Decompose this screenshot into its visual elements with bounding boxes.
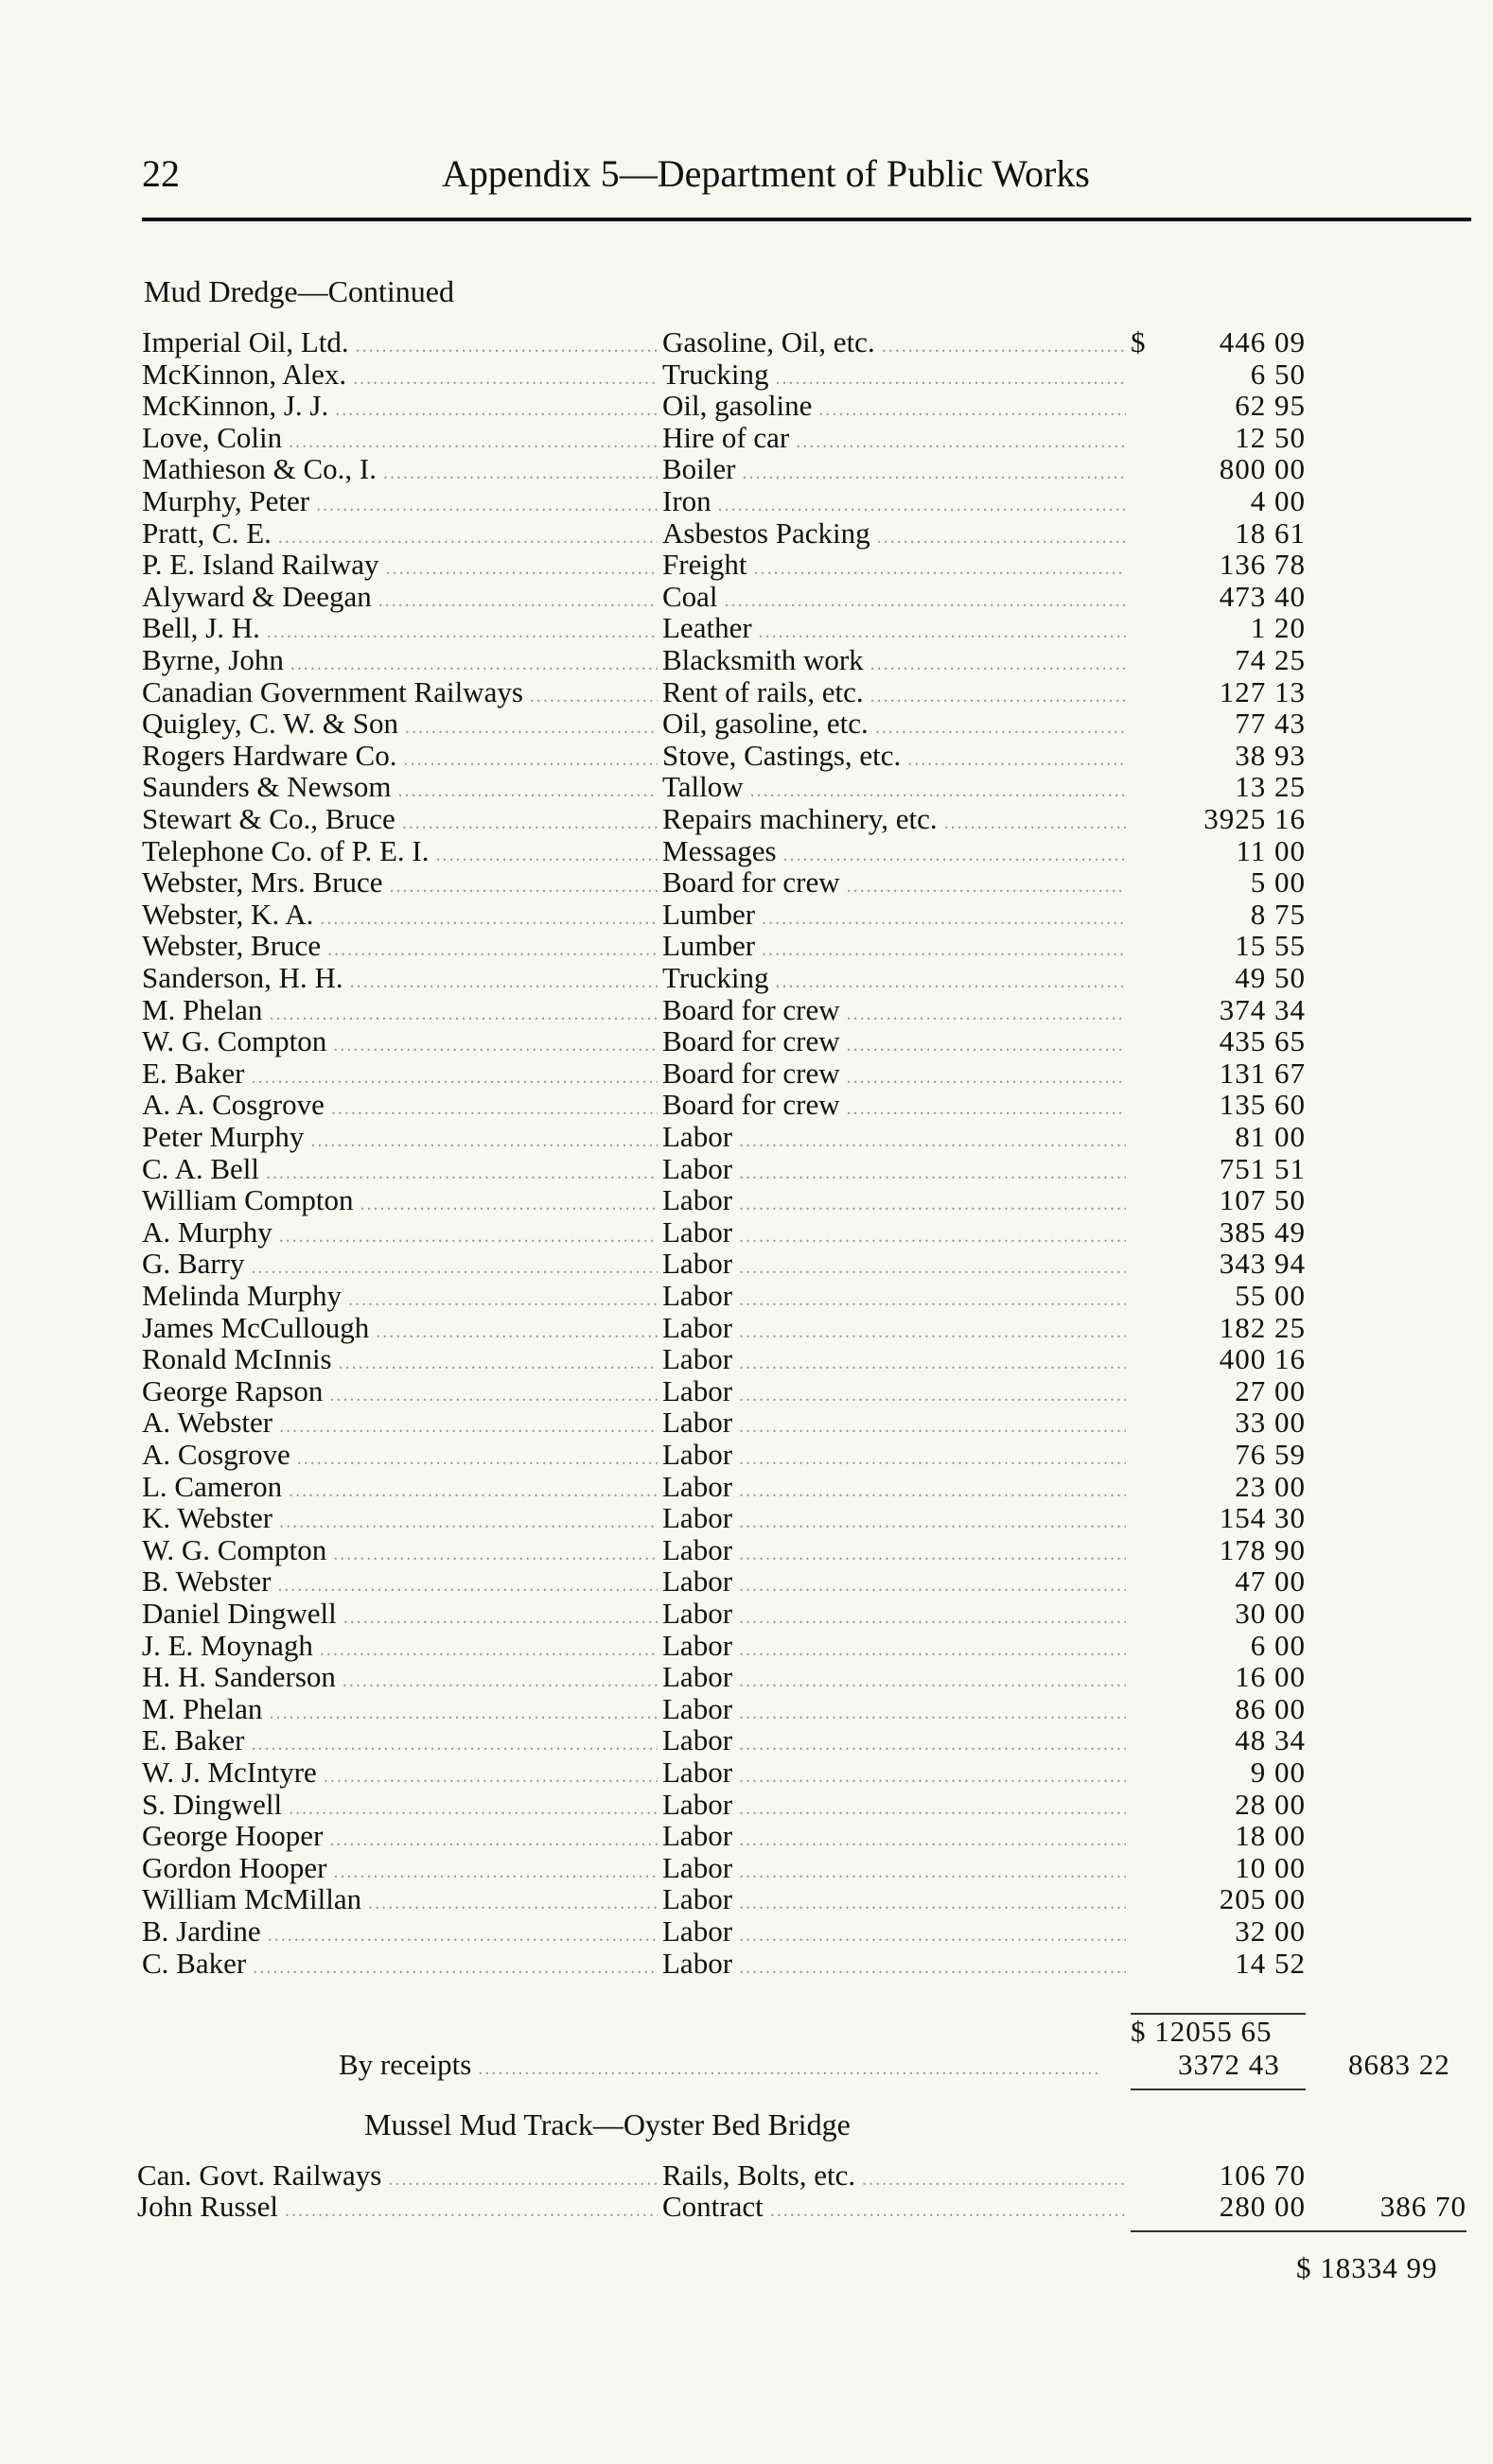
payment-description: Repairs machinery, etc. ..... [662, 803, 1126, 839]
payment-amount: 86 00 [1235, 1691, 1306, 1725]
table-row [0, 326, 1493, 358]
payment-description: Hire of car ..... [662, 422, 1126, 458]
header-rule [142, 218, 1471, 221]
table-row [0, 1948, 1493, 1980]
payment-amount: 28 00 [1235, 1787, 1306, 1821]
table-row [0, 581, 1493, 613]
payee-name: K. Webster ..... [142, 1502, 658, 1538]
payee-name: S. Dingwell ..... [142, 1789, 658, 1825]
payee-name: McKinnon, Alex. ..... [142, 358, 658, 394]
payee-name: P. E. Island Railway ..... [142, 549, 658, 585]
payee-name: James McCullough ..... [142, 1312, 658, 1348]
payee-name: Sanderson, H. H. ..... [142, 962, 658, 998]
payee-name: M. Phelan ..... [142, 1693, 658, 1729]
payment-description: Labor ..... [662, 1724, 1126, 1760]
payee-name: B. Webster ..... [142, 1565, 658, 1601]
payment-description: Labor ..... [662, 1693, 1126, 1729]
table-row [0, 1883, 1493, 1915]
table-row [0, 1280, 1493, 1312]
table-row [0, 1630, 1493, 1662]
payee-name: Melinda Murphy ..... [142, 1280, 658, 1316]
payment-amount: 81 00 [1235, 1120, 1306, 1153]
payee-name: Peter Murphy ..... [142, 1121, 658, 1157]
payment-amount: 74 25 [1235, 643, 1306, 676]
payee-name: Pratt, C. E. ..... [142, 517, 658, 553]
table-row [0, 1756, 1493, 1789]
payment-amount: 13 25 [1235, 770, 1306, 804]
subsection-total: 386 70 [1379, 2190, 1467, 2223]
payment-description: Contract ..... [662, 2191, 1126, 2227]
payment-description: Leather ..... [662, 612, 1126, 648]
payment-amount: 4 00 [1250, 484, 1306, 517]
payment-amount: 48 34 [1235, 1723, 1306, 1757]
table-row [0, 1153, 1493, 1185]
table-row [0, 1693, 1493, 1725]
payment-description: Board for crew ..... [662, 1089, 1126, 1125]
payee-name: Rogers Hardware Co. ..... [142, 740, 658, 776]
payment-amount: 6 00 [1250, 1628, 1306, 1662]
payment-amount: 343 94 [1219, 1247, 1306, 1281]
table-row [0, 1057, 1493, 1090]
payee-name: W. J. McIntyre ..... [142, 1756, 658, 1792]
payment-description: Trucking ..... [662, 358, 1126, 394]
payment-description: Labor ..... [662, 1598, 1126, 1634]
table-row [0, 1534, 1493, 1566]
payee-name: Stewart & Co., Bruce ..... [142, 803, 658, 839]
grand-total: $ 18334 99 [1296, 2251, 1438, 2284]
payment-description: Labor ..... [662, 1407, 1126, 1442]
payment-description: Board for crew ..... [662, 866, 1126, 902]
payment-description: Labor ..... [662, 1153, 1126, 1189]
payment-description: Labor ..... [662, 1216, 1126, 1252]
payment-description: Labor ..... [662, 1789, 1126, 1825]
payment-description: Labor ..... [662, 1439, 1126, 1475]
payee-name: E. Baker ..... [142, 1724, 658, 1760]
payment-amount: 38 93 [1235, 738, 1306, 772]
payment-amount: 10 00 [1235, 1850, 1306, 1884]
table-row [0, 549, 1493, 581]
payee-name: L. Cameron ..... [142, 1471, 658, 1507]
payee-name: M. Phelan ..... [142, 994, 658, 1030]
payment-amount: 33 00 [1235, 1406, 1306, 1440]
payment-description: Labor ..... [662, 1565, 1126, 1601]
table-row [0, 2159, 1493, 2192]
payment-amount: 446 09 [1219, 325, 1306, 358]
payee-name: John Russel ..... [137, 2191, 658, 2227]
payment-amount: 27 00 [1235, 1373, 1306, 1407]
payment-description: Oil, gasoline ..... [662, 390, 1126, 426]
payee-name: William Compton ..... [142, 1184, 658, 1220]
payment-amount: 55 00 [1235, 1279, 1306, 1312]
payment-amount: 400 16 [1219, 1342, 1306, 1376]
payment-amount: 76 59 [1235, 1438, 1306, 1471]
table-row [0, 1184, 1493, 1216]
payment-description: Oil, gasoline, etc. ..... [662, 708, 1126, 743]
receipts-amount: 3372 43 [1178, 2048, 1280, 2081]
payment-description: Labor ..... [662, 1852, 1126, 1888]
table-row [0, 1724, 1493, 1756]
payment-description: Labor ..... [662, 1343, 1126, 1379]
table-row [0, 835, 1493, 867]
payment-description: Labor ..... [662, 1312, 1126, 1348]
receipts-rule [1131, 2088, 1306, 2090]
payee-name: George Hooper ..... [142, 1820, 658, 1856]
payee-name: Mathieson & Co., I. ..... [142, 453, 658, 489]
payment-amount: 6 50 [1250, 357, 1306, 391]
payment-description: Trucking ..... [662, 962, 1126, 998]
payment-amount: 18 00 [1235, 1819, 1306, 1853]
payee-name: Canadian Government Railways ..... [142, 676, 658, 712]
table-row [0, 485, 1493, 517]
payment-description: Freight ..... [662, 549, 1126, 585]
payment-amount: 12 50 [1235, 420, 1306, 454]
payment-amount: 106 70 [1219, 2158, 1306, 2192]
payment-amount: 32 00 [1235, 1914, 1306, 1948]
payment-description: Messages ..... [662, 835, 1126, 871]
payee-name: C. Baker ..... [142, 1948, 658, 1983]
payment-description: Labor ..... [662, 1121, 1126, 1157]
table-row [0, 1661, 1493, 1693]
payment-description: Lumber ..... [662, 930, 1126, 966]
payment-description: Boiler ..... [662, 453, 1126, 489]
payment-description: Labor ..... [662, 1630, 1126, 1666]
payment-description: Labor ..... [662, 1534, 1126, 1570]
payment-amount: 9 00 [1250, 1756, 1306, 1789]
payee-name: Byrne, John ..... [142, 644, 658, 680]
table-row [0, 644, 1493, 676]
grand-total-rule [1131, 2230, 1467, 2232]
receipts-label: By receipts .............................................................................................. [339, 2048, 1101, 2081]
payment-amount: 131 67 [1219, 1056, 1306, 1090]
payee-name: J. E. Moynagh ..... [142, 1630, 658, 1666]
payee-name: Gordon Hooper ..... [142, 1852, 658, 1888]
payment-description: Stove, Castings, etc. ..... [662, 740, 1126, 776]
page-number: 22 [142, 152, 180, 195]
payee-name: W. G. Compton ..... [142, 1534, 658, 1570]
table-row [0, 740, 1493, 772]
payment-amount: 49 50 [1235, 961, 1306, 994]
payment-description: Labor ..... [662, 1948, 1126, 1983]
payment-amount: 135 60 [1219, 1088, 1306, 1122]
payment-amount: 30 00 [1235, 1597, 1306, 1630]
currency-symbol: $ [1131, 325, 1146, 358]
payment-description: Labor ..... [662, 1820, 1126, 1856]
payment-description: Labor ..... [662, 1915, 1126, 1951]
table-row [0, 1407, 1493, 1439]
page-title: Appendix 5—Department of Public Works [442, 152, 1090, 195]
payment-description: Labor ..... [662, 1756, 1126, 1792]
payment-amount: 23 00 [1235, 1469, 1306, 1503]
table-row [0, 612, 1493, 644]
payment-amount: 16 00 [1235, 1660, 1306, 1694]
payee-name: McKinnon, J. J. ..... [142, 390, 658, 426]
payee-name: A. Cosgrove ..... [142, 1439, 658, 1475]
table-row [0, 676, 1493, 708]
payment-amount: 14 52 [1235, 1946, 1306, 1980]
payee-name: Saunders & Newsom ..... [142, 771, 658, 807]
payee-name: Quigley, C. W. & Son ..... [142, 708, 658, 743]
table-row [0, 1216, 1493, 1249]
table-row [0, 1789, 1493, 1821]
payee-name: William McMillan ..... [142, 1883, 658, 1919]
payee-name: A. Murphy ..... [142, 1216, 658, 1252]
payee-name: Imperial Oil, Ltd. ..... [142, 326, 658, 362]
payment-amount: 77 43 [1235, 707, 1306, 741]
table-row [0, 1502, 1493, 1534]
table-row [0, 1121, 1493, 1153]
payment-amount: 127 13 [1219, 674, 1306, 708]
table-row [0, 390, 1493, 422]
receipts-label-text: By receipts [339, 2048, 472, 2081]
payment-amount: 751 51 [1219, 1151, 1306, 1185]
payment-amount: 435 65 [1219, 1024, 1306, 1058]
table-row [0, 1312, 1493, 1344]
payee-name: Webster, Mrs. Bruce ..... [142, 866, 658, 902]
payment-description: Board for crew ..... [662, 1057, 1126, 1093]
payment-description: Lumber ..... [662, 899, 1126, 935]
table-row [0, 1025, 1493, 1057]
payment-description: Board for crew ..... [662, 1025, 1126, 1061]
table-row [0, 708, 1493, 740]
payment-description: Labor ..... [662, 1184, 1126, 1220]
table-row [0, 517, 1493, 550]
table-row [0, 866, 1493, 899]
payee-name: A. A. Cosgrove ..... [142, 1089, 658, 1125]
payee-name: C. A. Bell ..... [142, 1153, 658, 1189]
table-row [0, 453, 1493, 485]
payee-name: Alyward & Deegan ..... [142, 581, 658, 617]
payee-name: Daniel Dingwell ..... [142, 1598, 658, 1634]
payee-name: Love, Colin ..... [142, 422, 658, 458]
payment-amount: 178 90 [1219, 1532, 1306, 1566]
payment-description: Coal ..... [662, 581, 1126, 617]
payee-name: Webster, K. A. ..... [142, 899, 658, 935]
table-row [0, 1852, 1493, 1884]
table-row [0, 1248, 1493, 1280]
payment-amount: 18 61 [1235, 516, 1306, 550]
payment-description: Labor ..... [662, 1375, 1126, 1411]
payee-name: E. Baker ..... [142, 1057, 658, 1093]
payee-name: Murphy, Peter ..... [142, 485, 658, 521]
payment-amount: 473 40 [1219, 579, 1306, 613]
payment-description: Labor ..... [662, 1471, 1126, 1507]
payee-name: H. H. Sanderson ..... [142, 1661, 658, 1697]
payment-amount: 374 34 [1219, 992, 1306, 1026]
payment-amount: 3925 16 [1203, 802, 1306, 835]
table-row [0, 1598, 1493, 1630]
payment-description: Labor ..... [662, 1661, 1126, 1697]
payment-description: Tallow ..... [662, 771, 1126, 807]
subtotal-amount: $ 12055 65 [1131, 2015, 1273, 2048]
subsection-heading: Mussel Mud Track—Oyster Bed Bridge [364, 2107, 851, 2141]
table-row [0, 1565, 1493, 1598]
payment-description: Labor ..... [662, 1280, 1126, 1316]
table-row [0, 899, 1493, 931]
payment-amount: 15 55 [1235, 929, 1306, 963]
payment-amount: 136 78 [1219, 548, 1306, 582]
payment-amount: 800 00 [1219, 452, 1306, 486]
payment-amount: 280 00 [1219, 2190, 1306, 2223]
payment-description: Asbestos Packing ..... [662, 517, 1126, 553]
payment-amount: 62 95 [1235, 389, 1306, 423]
section-heading: Mud Dredge—Continued [144, 274, 454, 308]
payment-description: Labor ..... [662, 1883, 1126, 1919]
payment-amount: 11 00 [1236, 833, 1306, 867]
table-row [0, 1375, 1493, 1407]
table-row [0, 2191, 1493, 2223]
payment-amount: 47 00 [1235, 1564, 1306, 1599]
table-row [0, 994, 1493, 1026]
table-row [0, 1915, 1493, 1948]
payment-description: Iron ..... [662, 485, 1126, 521]
payment-description: Rent of rails, etc. ..... [662, 676, 1126, 712]
table-row [0, 1439, 1493, 1471]
table-row [0, 1343, 1493, 1375]
payee-name: Webster, Bruce ..... [142, 930, 658, 966]
payment-amount: 5 00 [1250, 865, 1306, 900]
table-row [0, 803, 1493, 835]
payee-name: George Rapson ..... [142, 1375, 658, 1411]
payment-amount: 182 25 [1219, 1310, 1306, 1344]
payment-description: Blacksmith work ..... [662, 644, 1126, 680]
net-total-amount: 8683 22 [1348, 2048, 1450, 2081]
payment-amount: 205 00 [1219, 1882, 1306, 1916]
payee-name: Bell, J. H. ..... [142, 612, 658, 648]
table-row [0, 930, 1493, 962]
payee-name: Can. Govt. Railways ..... [137, 2159, 658, 2195]
payment-description: Labor ..... [662, 1502, 1126, 1538]
table-row [0, 962, 1493, 994]
payee-name: B. Jardine ..... [142, 1915, 658, 1951]
table-row [0, 1471, 1493, 1503]
payee-name: G. Barry ..... [142, 1248, 658, 1284]
table-row [0, 358, 1493, 391]
payee-name: Ronald McInnis ..... [142, 1343, 658, 1379]
payment-description: Labor ..... [662, 1248, 1126, 1284]
payee-name: Telephone Co. of P. E. I. ..... [142, 835, 658, 871]
payment-amount: 8 75 [1250, 897, 1306, 931]
payment-amount: 385 49 [1219, 1215, 1306, 1249]
table-row [0, 771, 1493, 803]
payment-amount: 107 50 [1219, 1183, 1306, 1217]
table-row [0, 1820, 1493, 1852]
payment-description: Rails, Bolts, etc. ..... [662, 2159, 1126, 2195]
table-row [0, 422, 1493, 454]
payment-amount: 154 30 [1219, 1501, 1306, 1535]
payee-name: W. G. Compton ..... [142, 1025, 658, 1061]
payment-description: Gasoline, Oil, etc. ..... [662, 326, 1126, 362]
table-row [0, 1089, 1493, 1121]
payment-amount: 1 20 [1250, 611, 1306, 645]
payee-name: A. Webster ..... [142, 1407, 658, 1442]
payment-description: Board for crew ..... [662, 994, 1126, 1030]
